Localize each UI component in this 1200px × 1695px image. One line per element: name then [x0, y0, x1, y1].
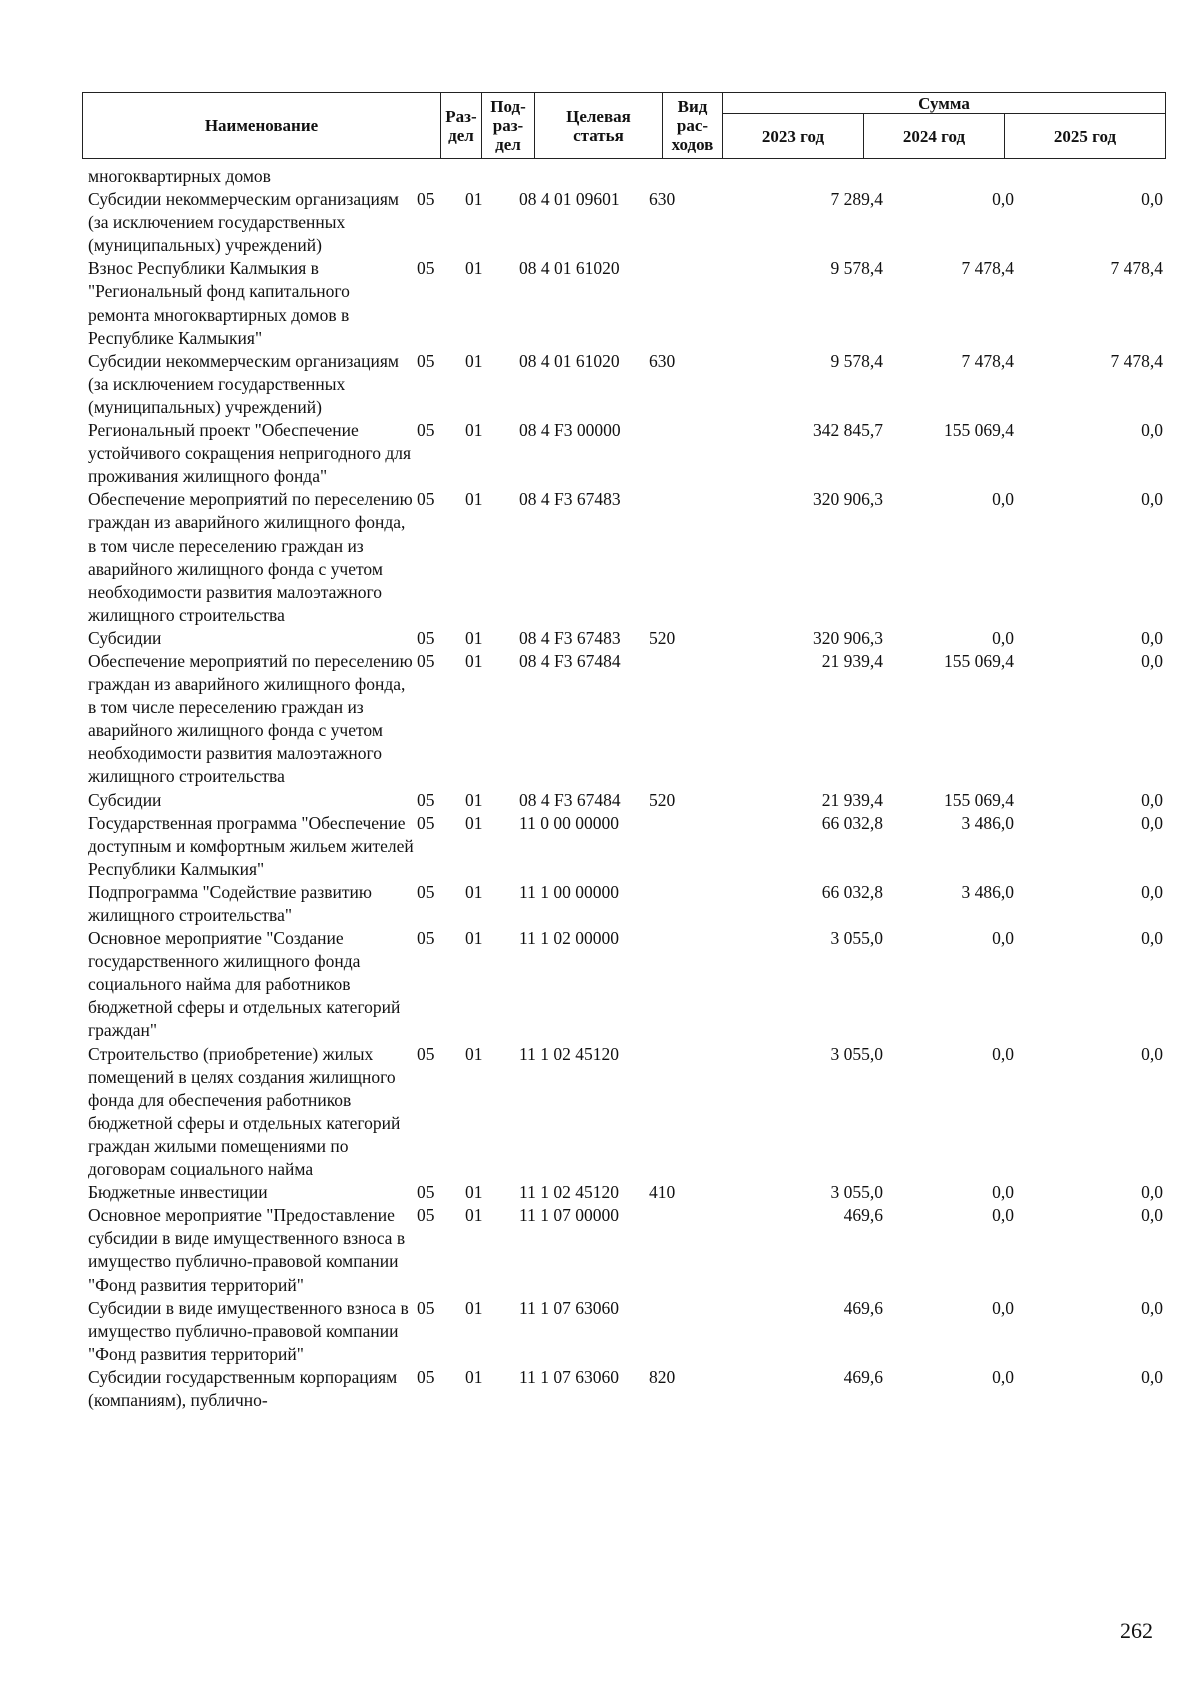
row-sum-2023: 9 578,4 [830, 258, 883, 279]
row-expense-type: 410 [649, 1182, 676, 1203]
row-podrazdel: 01 [465, 350, 483, 371]
row-razdel: 05 [417, 1043, 435, 1064]
table-row [88, 789, 1165, 812]
row-name: Бюджетные инвестиции [88, 1182, 268, 1203]
row-sum-2024: 7 478,4 [961, 350, 1014, 371]
row-sum-2023: 342 845,7 [813, 420, 883, 441]
row-podrazdel: 01 [465, 1043, 483, 1064]
row-razdel: 05 [417, 1297, 435, 1318]
row-razdel: 05 [417, 189, 435, 210]
row-name: Государственная программа "Обеспечение доступным и комфортным жильем жителей Республики Калмыкия" [88, 812, 414, 879]
row-sum-2024: 0,0 [992, 189, 1014, 210]
row-podrazdel: 01 [465, 789, 483, 810]
row-target-article: 11 1 02 45120 [519, 1043, 619, 1064]
row-sum-2025: 0,0 [1141, 812, 1163, 833]
header-2024: 2024 год [864, 114, 1005, 159]
row-expense-type [649, 488, 733, 627]
row-sum-2024: 3 486,0 [961, 812, 1014, 833]
row-target-article: 08 4 F3 67483 [519, 489, 621, 510]
budget-table [88, 165, 1165, 1412]
row-sum-2025: 0,0 [1141, 627, 1163, 648]
header-expense-type: Вид рас- ходов [663, 93, 723, 159]
row-target-article: 11 0 00 00000 [519, 812, 619, 833]
row-sum-2024: 155 069,4 [944, 650, 1014, 671]
row-podrazdel: 01 [465, 489, 483, 510]
row-name: Строительство (приобретение) жилых помещений в целях создания жилищного фонда для обеспечения работников бюджетной сферы и отдельных категорий граждан жилыми помещениями по договорам социального найма [88, 1043, 401, 1180]
header-razdel: Раз- дел [441, 93, 482, 159]
row-razdel: 05 [417, 789, 435, 810]
table-header [82, 92, 1166, 159]
row-target-article: 08 4 F3 67483 [519, 627, 621, 648]
row-expense-type: 820 [649, 1366, 676, 1387]
row-target-article: 08 4 01 61020 [519, 350, 620, 371]
header-sum: Сумма [723, 93, 1166, 114]
row-sum-2025: 7 478,4 [1110, 258, 1163, 279]
table-row [88, 1043, 1165, 1182]
row-sum-2025: 0,0 [1141, 1297, 1163, 1318]
row-expense-type: 630 [649, 350, 676, 371]
row-sum-2024: 3 486,0 [961, 881, 1014, 902]
row-podrazdel: 01 [465, 420, 483, 441]
row-sum-2023: 66 032,8 [821, 881, 883, 902]
row-expense-type [649, 1297, 733, 1366]
row-sum-2025: 7 478,4 [1110, 350, 1163, 371]
row-razdel: 05 [417, 812, 435, 833]
row-podrazdel: 01 [465, 1205, 483, 1226]
row-sum-2023: 3 055,0 [830, 1043, 883, 1064]
row-razdel: 05 [417, 1366, 435, 1387]
row-razdel: 05 [417, 489, 435, 510]
row-expense-type [649, 812, 733, 881]
row-expense-type [649, 881, 733, 927]
row-expense-type: 520 [649, 789, 676, 810]
table-row [88, 419, 1165, 488]
row-sum-2025: 0,0 [1141, 1182, 1163, 1203]
header-2025: 2025 год [1005, 114, 1166, 159]
row-sum-2024: 0,0 [992, 1297, 1014, 1318]
row-podrazdel: 01 [465, 258, 483, 279]
row-sum-2025 [1016, 165, 1165, 188]
row-name: многоквартирных домов [88, 166, 271, 186]
row-sum-2023 [733, 165, 885, 188]
row-target-article: 11 1 02 45120 [519, 1182, 619, 1203]
row-sum-2024: 155 069,4 [944, 789, 1014, 810]
row-sum-2025: 0,0 [1141, 189, 1163, 210]
row-sum-2024 [885, 165, 1016, 188]
row-sum-2023: 66 032,8 [821, 812, 883, 833]
table-row [88, 1204, 1165, 1296]
row-sum-2023: 469,6 [843, 1205, 883, 1226]
row-sum-2023: 21 939,4 [821, 650, 883, 671]
row-expense-type [649, 1204, 733, 1296]
row-sum-2024: 0,0 [992, 928, 1014, 949]
header-podrazdel: Под- раз- дел [482, 93, 535, 159]
table-row [88, 488, 1165, 627]
row-name: Обеспечение мероприятий по переселению граждан из аварийного жилищного фонда, в том числе переселению граждан из аварийного жилищного фонда с учетом необходимости развития малоэтажного жилищного строительства [88, 650, 413, 787]
table-row [88, 188, 1165, 257]
row-razdel [417, 165, 465, 188]
row-expense-type: 520 [649, 627, 676, 648]
row-razdel: 05 [417, 627, 435, 648]
header-target-article: Целевая статья [535, 93, 663, 159]
row-sum-2024: 0,0 [992, 1043, 1014, 1064]
row-name: Обеспечение мероприятий по переселению граждан из аварийного жилищного фонда, в том числе переселению граждан из аварийного жилищного фонда с учетом необходимости развития малоэтажного жилищного строительства [88, 489, 413, 625]
row-podrazdel: 01 [465, 189, 483, 210]
table-row [88, 350, 1165, 419]
header-name: Наименование [83, 93, 441, 159]
row-sum-2024: 0,0 [992, 1205, 1014, 1226]
row-expense-type [649, 257, 733, 349]
row-podrazdel: 01 [465, 650, 483, 671]
row-podrazdel [465, 165, 519, 188]
table-row [88, 927, 1165, 1042]
row-name: Субсидии некоммерческим организациям (за исключением государственных (муниципальных) учреждений) [88, 189, 399, 256]
row-sum-2023: 320 906,3 [813, 489, 883, 510]
row-sum-2023: 9 578,4 [830, 350, 883, 371]
row-sum-2024: 0,0 [992, 627, 1014, 648]
row-sum-2023: 320 906,3 [813, 627, 883, 648]
row-name: Основное мероприятие "Предоставление субсидии в виде имущественного взноса в имущество публично-правовой компании "Фонд развития территорий" [88, 1205, 406, 1295]
row-name: Основное мероприятие "Создание государственного жилищного фонда социального найма для работников бюджетной сферы и отдельных категорий граждан" [88, 928, 401, 1041]
row-razdel: 05 [417, 1205, 435, 1226]
row-target-article: 11 1 00 00000 [519, 881, 619, 902]
table-row [88, 812, 1165, 881]
row-name: Субсидии в виде имущественного взноса в имущество публично-правовой компании "Фонд развития территорий" [88, 1297, 409, 1364]
row-target-article: 11 1 07 63060 [519, 1297, 619, 1318]
row-razdel: 05 [417, 650, 435, 671]
row-sum-2025: 0,0 [1141, 928, 1163, 949]
header-2023: 2023 год [723, 114, 864, 159]
row-razdel: 05 [417, 928, 435, 949]
table-row [88, 257, 1165, 349]
row-sum-2023: 21 939,4 [821, 789, 883, 810]
row-sum-2024: 0,0 [992, 1182, 1014, 1203]
row-target-article: 08 4 F3 67484 [519, 650, 621, 671]
row-sum-2025: 0,0 [1141, 1205, 1163, 1226]
row-target-article: 08 4 F3 67484 [519, 789, 621, 810]
row-podrazdel: 01 [465, 627, 483, 648]
table-row [88, 165, 1165, 188]
row-sum-2025: 0,0 [1141, 1043, 1163, 1064]
row-target-article: 08 4 01 09601 [519, 189, 620, 210]
row-sum-2023: 469,6 [843, 1366, 883, 1387]
row-name: Субсидии государственным корпорациям (компаниям), публично- [88, 1366, 398, 1410]
row-podrazdel: 01 [465, 812, 483, 833]
row-name: Субсидии некоммерческим организациям (за исключением государственных (муниципальных) учреждений) [88, 350, 399, 417]
row-sum-2023: 3 055,0 [830, 928, 883, 949]
row-sum-2024: 0,0 [992, 1366, 1014, 1387]
table-row [88, 627, 1165, 650]
row-name: Субсидии [88, 789, 162, 810]
row-sum-2025: 0,0 [1141, 650, 1163, 671]
row-sum-2024: 0,0 [992, 489, 1014, 510]
row-expense-type: 630 [649, 189, 676, 210]
row-razdel: 05 [417, 258, 435, 279]
row-expense-type [649, 650, 733, 789]
table-row [88, 881, 1165, 927]
row-razdel: 05 [417, 420, 435, 441]
row-expense-type [649, 165, 733, 188]
row-sum-2025: 0,0 [1141, 789, 1163, 810]
row-razdel: 05 [417, 881, 435, 902]
row-sum-2023: 7 289,4 [830, 189, 883, 210]
row-target-article: 11 1 02 00000 [519, 928, 619, 949]
row-sum-2024: 7 478,4 [961, 258, 1014, 279]
row-podrazdel: 01 [465, 928, 483, 949]
row-sum-2025: 0,0 [1141, 489, 1163, 510]
row-target-article: 08 4 01 61020 [519, 258, 620, 279]
row-podrazdel: 01 [465, 1182, 483, 1203]
row-name: Взнос Республики Калмыкия в "Региональный фонд капитального ремонта многоквартирных домов в Республике Калмыкия" [88, 258, 350, 348]
row-podrazdel: 01 [465, 1366, 483, 1387]
row-podrazdel: 01 [465, 881, 483, 902]
table-row [88, 1366, 1165, 1412]
row-expense-type [649, 419, 733, 488]
row-expense-type [649, 1043, 733, 1182]
row-sum-2023: 3 055,0 [830, 1182, 883, 1203]
row-sum-2025: 0,0 [1141, 881, 1163, 902]
page-number: 262 [1120, 1618, 1153, 1643]
table-row [88, 1181, 1165, 1204]
row-sum-2025: 0,0 [1141, 420, 1163, 441]
row-expense-type [649, 927, 733, 1042]
row-name: Подпрограмма "Содействие развитию жилищного строительства" [88, 881, 372, 925]
row-name: Субсидии [88, 627, 162, 648]
row-name: Региональный проект "Обеспечение устойчивого сокращения непригодного для проживания жилищного фонда" [88, 420, 412, 487]
row-sum-2025: 0,0 [1141, 1366, 1163, 1387]
row-razdel: 05 [417, 350, 435, 371]
row-sum-2023: 469,6 [843, 1297, 883, 1318]
row-razdel: 05 [417, 1182, 435, 1203]
table-row [88, 1297, 1165, 1366]
row-target-article: 08 4 F3 00000 [519, 420, 621, 441]
row-podrazdel: 01 [465, 1297, 483, 1318]
table-row [88, 650, 1165, 789]
row-target-article: 11 1 07 63060 [519, 1366, 619, 1387]
row-sum-2024: 155 069,4 [944, 420, 1014, 441]
row-target-article [519, 165, 649, 188]
row-target-article: 11 1 07 00000 [519, 1205, 619, 1226]
